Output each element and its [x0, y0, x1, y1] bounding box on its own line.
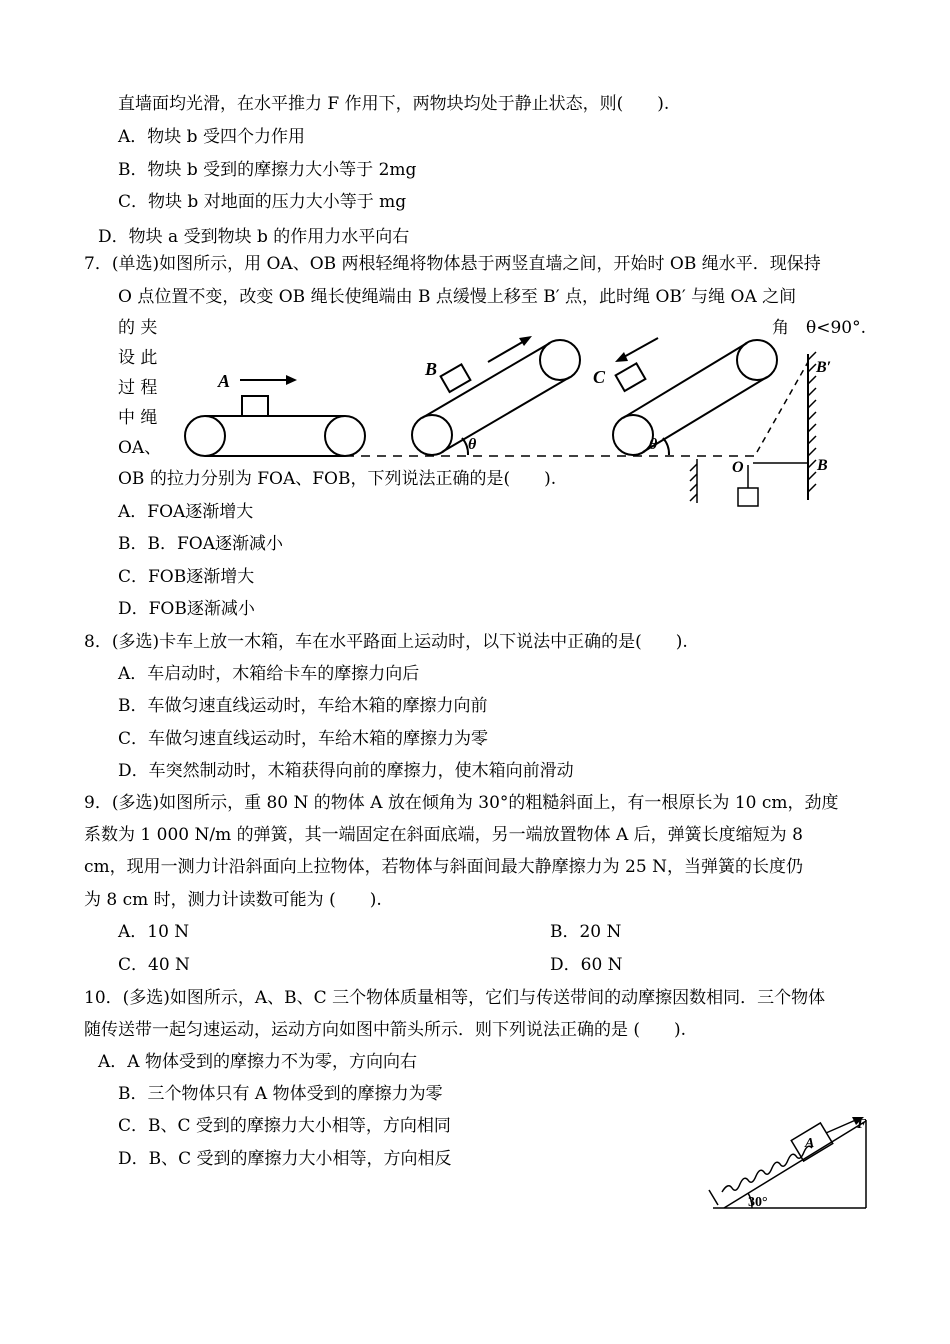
q9-option-a: A．10 N	[118, 922, 190, 942]
angle-label: 30°	[748, 1195, 768, 1210]
q6-stem-line: 直墙面均光滑，在水平推力 F 作用下，两物块均处于静止状态，则( ).	[118, 94, 670, 114]
q9-option-d: D．60 N	[550, 955, 623, 975]
q9-stem-line-2: 系数为 1 000 N/m 的弹簧，其一端固定在斜面底端，另一端放置物体 A 后，弹簧长度缩短为 8	[84, 825, 803, 845]
q10-stem-line-1: 10．(多选)如图所示，A、B、C 三个物体质量相等，它们与传送带间的动摩擦因数相同．三个物体	[84, 988, 826, 1008]
label-o: O	[732, 459, 744, 476]
q7-stem-line-2: O 点位置不变，改变 OB 绳长使绳端由 B 点缓慢上移至 B′ 点，此时绳 OB′ 与绳 OA 之间	[118, 287, 797, 307]
q7-stem-line-8: OB 的拉力分别为 FOA、FOB，下列说法正确的是( ).	[118, 469, 557, 489]
q7-option-c: C．FOB逐渐增大	[118, 567, 255, 587]
q9-option-b: B．20 N	[550, 922, 622, 942]
q8-option-d: D．车突然制动时，木箱获得向前的摩擦力，使木箱向前滑动	[118, 761, 574, 781]
q6-option-b: B．物块 b 受到的摩擦力大小等于 2mg	[118, 160, 417, 180]
q9-stem-line-1: 9．(多选)如图所示，重 80 N 的物体 A 放在倾角为 30°的粗糙斜面上，有一根原长为 10 cm，劲度	[84, 793, 839, 813]
force-f-line	[826, 1119, 858, 1133]
q9-option-c: C．40 N	[118, 955, 190, 975]
label-b-prime: B′	[816, 359, 832, 376]
q8-option-a: A．车启动时，木箱给卡车的摩擦力向后	[118, 664, 420, 684]
q7-stem-line-6: 中 绳	[118, 408, 158, 428]
q6-option-c: C．物块 b 对地面的压力大小等于 mg	[118, 192, 407, 212]
q9-stem-line-4: 为 8 cm 时，测力计读数可能为 ( ).	[84, 890, 382, 910]
q8-option-b: B．车做匀速直线运动时，车给木箱的摩擦力向前	[118, 696, 488, 716]
q6-option-a: A．物块 b 受四个力作用	[118, 127, 305, 147]
theta-label-b: θ	[468, 436, 477, 453]
q7-option-d: D．FOB逐渐减小	[118, 599, 255, 619]
q7-stem-line-7: OA、	[118, 438, 162, 458]
q6-option-d: D．物块 a 受到物块 b 的作用力水平向右	[98, 227, 410, 247]
q8-stem: 8．(多选)卡车上放一木箱，车在水平路面上运动时，以下说法中正确的是( ).	[84, 632, 688, 652]
q7-option-b: B．B．FOA逐渐减小	[118, 534, 283, 554]
label-a: A	[218, 371, 231, 391]
q8-option-c: C．车做匀速直线运动时，车给木箱的摩擦力为零	[118, 729, 489, 749]
q7-stem-line-3b: 角 θ<90°.	[772, 318, 867, 338]
theta-label-c: θ	[649, 436, 658, 453]
q7-stem-line-1: 7．(单选)如图所示，用 OA、OB 两根轻绳将物体悬于两竖直墙之间，开始时 OB 绳水平．现保持	[84, 254, 821, 274]
q7-stem-line-5: 过 程	[118, 378, 158, 398]
incline-surface	[724, 1121, 866, 1208]
q10-option-c: C．B、C 受到的摩擦力大小相等，方向相同	[118, 1116, 451, 1136]
q7-option-a: A．FOA逐渐增大	[118, 502, 254, 522]
force-f-label: F	[857, 1117, 867, 1132]
q10-stem-line-2: 随传送带一起匀速运动，运动方向如图中箭头所示．则下列说法正确的是 ( ).	[84, 1020, 687, 1040]
q10-option-a: A．A 物体受到的摩擦力不为零，方向向右	[98, 1052, 417, 1072]
label-b-point: B	[817, 457, 828, 474]
label-b: B	[425, 359, 438, 379]
incline-block-label: A	[805, 1136, 815, 1151]
label-c: C	[593, 367, 606, 387]
q7-stem-line-4: 设 此	[118, 348, 158, 368]
q9-stem-line-3: cm，现用一测力计沿斜面向上拉物体，若物体与斜面间最大静摩擦力为 25 N，当弹簧的长度仍	[84, 857, 803, 877]
q10-option-d: D．B、C 受到的摩擦力大小相等，方向相反	[118, 1149, 452, 1169]
spring-stopper	[709, 1190, 718, 1205]
q10-option-b: B．三个物体只有 A 物体受到的摩擦力为零	[118, 1084, 443, 1104]
q7-stem-line-3a: 的 夹	[118, 318, 158, 338]
